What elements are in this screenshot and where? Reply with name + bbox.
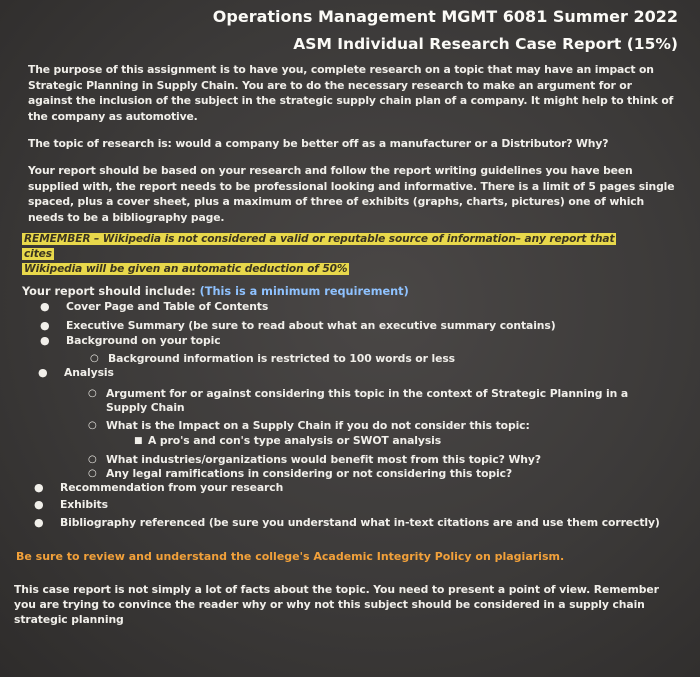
list-item-impact <box>88 419 530 433</box>
list-item-background-limit <box>90 352 455 366</box>
filled-circle-bullet-icon: ● <box>34 481 44 494</box>
list-item-label: What industries/organizations would benefit most from this topic? Why? <box>106 453 541 466</box>
list-item-label-continued: Supply Chain <box>106 401 185 414</box>
list-item-bibliography <box>34 516 660 530</box>
wikipedia-warning <box>22 232 642 277</box>
filled-circle-bullet-icon: ● <box>40 319 50 332</box>
topic-paragraph: The topic of research is: would a company be better off as a manufacturer or a Distributor? Why? <box>28 137 609 150</box>
list-item-label: What is the Impact on a Supply Chain if you do not consider this topic: <box>106 419 530 432</box>
list-item-argument <box>88 387 629 415</box>
closing-paragraph: This case report is not simply a lot of facts about the topic. You need to present a point of view. Remember you are trying to convince the reader why or why not this subject should be considered in a supply chain strategic planning <box>14 583 659 626</box>
include-heading-text: Your report should include: <box>22 285 196 298</box>
report-title: ASM Individual Research Case Report (15%) <box>293 35 678 53</box>
purpose-paragraph: The purpose of this assignment is to have you, complete research on a topic that may have an impact on Strategic Planning in Supply Chain. You are to do the necessary research to make an argument for or against the inclusion of the subject in the strategic supply chain plan of a company. It might help to think of the company as automotive. <box>28 63 674 123</box>
hollow-circle-bullet-icon: ○ <box>88 388 97 399</box>
academic-integrity-note: Be sure to review and understand the college's Academic Integrity Policy on plagiarism. <box>16 550 565 563</box>
list-item-label: Recommendation from your research <box>60 481 284 494</box>
course-title: Operations Management MGMT 6081 Summer 2022 <box>212 7 678 26</box>
list-item-label: Background information is restricted to 100 words or less <box>108 352 455 365</box>
wikipedia-warning-line-1: REMEMBER – Wikipedia is not considered a valid or reputable source of information– any report that cites <box>24 233 615 260</box>
hollow-circle-bullet-icon: ○ <box>88 454 97 465</box>
minimum-requirement-note: (This is a minimum requirement) <box>199 285 409 298</box>
filled-circle-bullet-icon: ● <box>40 334 50 347</box>
hollow-circle-bullet-icon: ○ <box>88 420 97 431</box>
list-item-executive-summary <box>40 319 556 333</box>
hollow-circle-bullet-icon: ○ <box>90 353 99 364</box>
list-item-exhibits <box>34 498 108 512</box>
list-item-recommendation <box>34 481 284 495</box>
filled-circle-bullet-icon: ● <box>34 516 44 529</box>
filled-circle-bullet-icon: ● <box>40 300 50 313</box>
list-item-legal <box>88 467 513 481</box>
square-bullet-icon: ■ <box>134 436 143 446</box>
filled-circle-bullet-icon: ● <box>34 498 44 511</box>
include-heading <box>22 285 409 298</box>
list-item-pros-cons <box>134 434 442 448</box>
list-item-label: Analysis <box>64 366 114 379</box>
list-item-industries <box>88 453 541 467</box>
list-item-label: Any legal ramifications in considering or not considering this topic? <box>106 467 513 480</box>
list-item-analysis <box>38 366 114 380</box>
list-item-label: Bibliography referenced (be sure you understand what in-text citations are and use them correctly) <box>60 516 660 529</box>
list-item-label: Argument for or against considering this topic in the context of Strategic Planning in a <box>106 387 629 400</box>
filled-circle-bullet-icon: ● <box>38 366 48 379</box>
wikipedia-warning-line-2: Wikipedia will be given an automatic deduction of 50% <box>24 263 348 275</box>
list-item-label: Exhibits <box>60 498 108 511</box>
list-item-background <box>40 334 221 348</box>
report-guidelines-paragraph: Your report should be based on your research and follow the report writing guidelines you have been supplied with, the report needs to be professional looking and informative. There is a limit of 5 pages single spaced, plus a cover sheet, plus a maximum of three of exhibits (graphs, charts, pictures) one of which needs to be a bibliography page. <box>28 164 675 224</box>
list-item-label: A pro's and con's type analysis or SWOT analysis <box>148 434 442 447</box>
list-item-cover <box>40 300 269 314</box>
list-item-label: Cover Page and Table of Contents <box>66 300 269 313</box>
list-item-label: Background on your topic <box>66 334 221 347</box>
list-item-label: Executive Summary (be sure to read about what an executive summary contains) <box>66 319 556 332</box>
hollow-circle-bullet-icon: ○ <box>88 468 97 479</box>
